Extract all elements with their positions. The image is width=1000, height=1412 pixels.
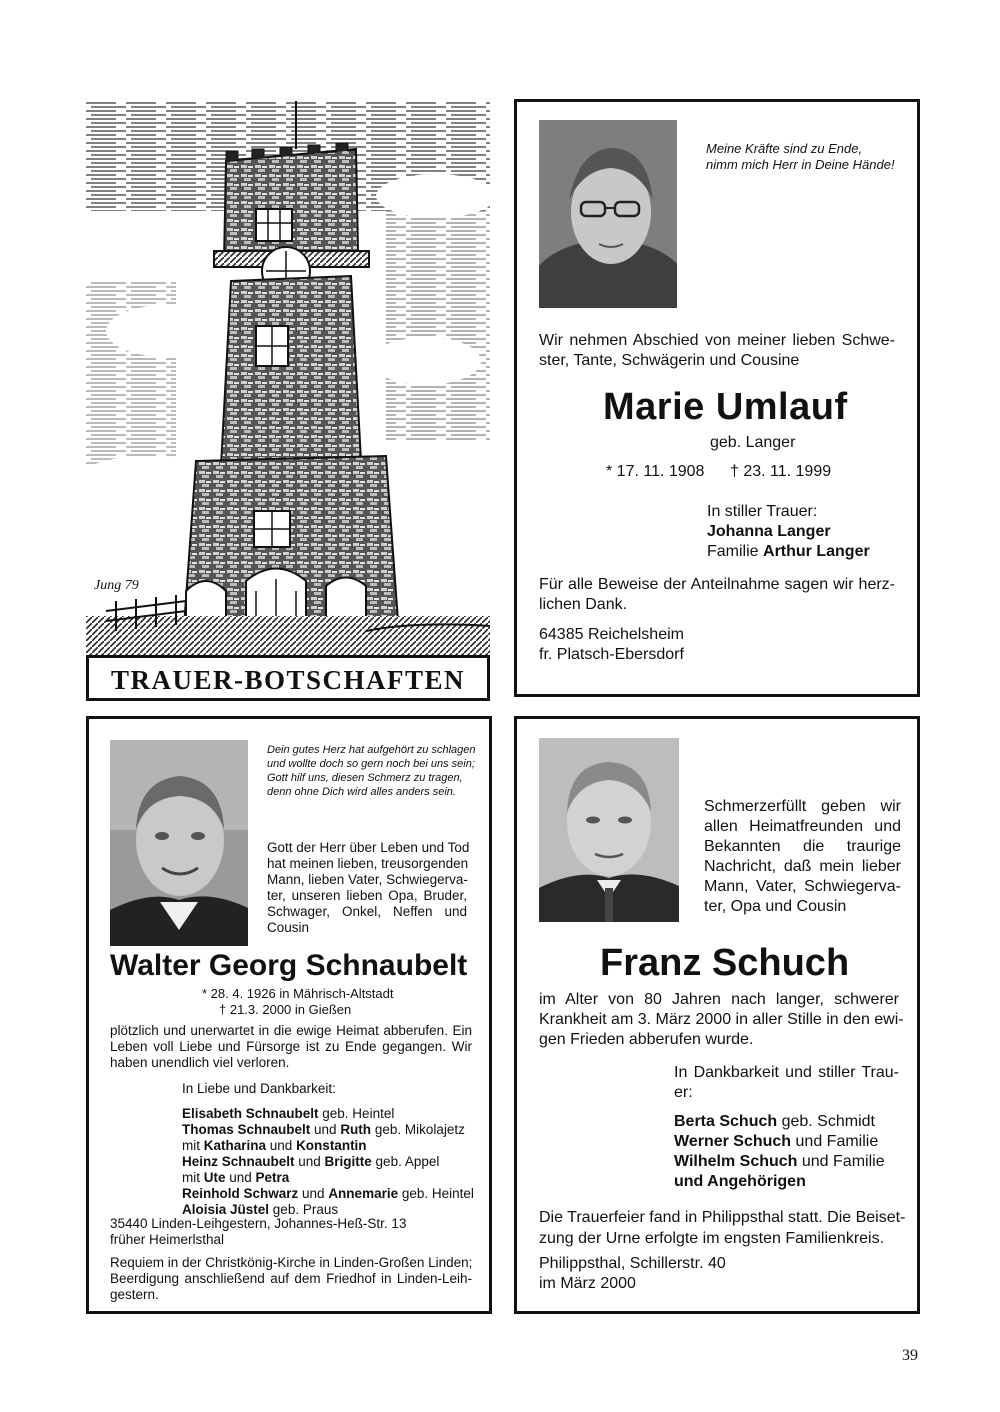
umlauf-birth-name: geb. Langer xyxy=(710,434,796,451)
schnaubelt-intro: Gott der Herr über Leben und Tod hat meinen lieben, treusorgenden Mann, lieben Vater, Schwiegerva- ter, unseren lieben Opa, Bruder, Schwager, Onkel, Neffen und Cousin xyxy=(267,840,470,935)
portrait-photo-schnaubelt xyxy=(110,740,248,946)
schuch-mourner-line: und Angehörigen xyxy=(674,1173,806,1190)
tower-illustration xyxy=(86,101,490,661)
umlauf-thanks: Für alle Beweise der Anteilnahme sagen wir herz- lichen Dank. xyxy=(539,576,895,613)
schuch-funeral: Die Trauerfeier fand in Philippsthal statt. Die Beiset- zung der Urne erfolgte im engsten Familienkreis. xyxy=(539,1209,906,1247)
schuch-mourner-line: Berta Schuch geb. Schmidt xyxy=(674,1113,875,1130)
umlauf-mourners: In stiller Trauer: Johanna Langer Familie Arthur Langer xyxy=(707,503,870,560)
schnaubelt-mourner-line: mit Ute und Petra xyxy=(182,1170,290,1185)
schnaubelt-mourner-line: Elisabeth Schnaubelt geb. Heintel xyxy=(182,1106,395,1121)
schuch-text: im Alter von 80 Jahren nach langer, schwerer Krankheit am 3. März 2000 in aller Stille in den ewi- gen Frieden abberufen wurde. xyxy=(539,991,904,1048)
schnaubelt-mourner-line: Aloisia Jüstel geb. Praus xyxy=(182,1202,339,1217)
obituary-umlauf xyxy=(514,99,920,697)
schnaubelt-text: plötzlich und unerwartet in die ewige Heimat abberufen. Ein Leben voll Liebe und Fürsorge ist zu Ende gegangen. Wir haben unendlich viel verloren. xyxy=(110,1023,472,1070)
schuch-mourners xyxy=(674,1112,885,1192)
obituary-schuch xyxy=(514,716,920,1314)
schnaubelt-mourner-line: Heinz Schnaubelt und Brigitte geb. Appel xyxy=(182,1154,440,1169)
umlauf-intro: Wir nehmen Abschied von meiner lieben Schwe- ster, Tante, Schwägerin und Cousine xyxy=(539,332,895,369)
umlauf-address: 64385 Reichelsheim fr. Platsch-Ebersdorf xyxy=(539,626,684,663)
umlauf-born-date: * 17. 11. 1908 xyxy=(606,463,705,480)
portrait-photo-umlauf xyxy=(539,120,677,308)
obituary-schnaubelt xyxy=(86,716,492,1314)
schnaubelt-born-date: * 28. 4. 1926 in Mährisch-Altstadt xyxy=(202,986,394,1001)
page-title: TRAUER-BOTSCHAFTEN xyxy=(110,665,466,695)
schuch-intro: Schmerzerfüllt geben wir allen Heimatfreunden und Bekannten die traurige Nachricht, daß mein lieber Mann, Vater, Schwiegerva- ter, Opa und Cousin xyxy=(704,798,901,915)
schnaubelt-mourning-label: In Liebe und Dankbarkeit: xyxy=(182,1081,336,1096)
schuch-name: Franz Schuch xyxy=(600,942,850,984)
schuch-mourner-line: Werner Schuch und Familie xyxy=(674,1133,879,1150)
schnaubelt-name: Walter Georg Schnaubelt xyxy=(110,949,468,982)
schnaubelt-address: 35440 Linden-Leihgestern, Johannes-Heß-Str. 13 früher Heimerlsthal xyxy=(110,1216,407,1247)
schuch-address: Philippsthal, Schillerstr. 40 im März 2000 xyxy=(539,1255,726,1292)
title-banner xyxy=(86,655,490,701)
schnaubelt-mourners xyxy=(182,1106,474,1218)
schnaubelt-mourner-line: mit Katharina und Konstantin xyxy=(182,1138,367,1153)
artist-signature: Jung 79 xyxy=(94,578,139,593)
schnaubelt-mourner-line: Reinhold Schwarz und Annemarie geb. Heintel xyxy=(182,1186,474,1201)
umlauf-name: Marie Umlauf xyxy=(603,386,848,428)
umlauf-death-date: † 23. 11. 1999 xyxy=(730,463,832,480)
page-number: 39 xyxy=(902,1347,918,1364)
umlauf-poem: Meine Kräfte sind zu Ende, nimm mich Herr in Deine Hände! xyxy=(706,141,895,172)
tower-drawing xyxy=(86,101,490,661)
portrait-photo-schuch xyxy=(539,738,679,922)
schuch-mourning-label: In Dankbarkeit und stiller Trau- er: xyxy=(674,1064,899,1101)
schnaubelt-mourner-line: Thomas Schnaubelt und Ruth geb. Mikolajetz xyxy=(182,1122,465,1137)
schuch-mourner-line: Wilhelm Schuch und Familie xyxy=(674,1153,885,1170)
schnaubelt-poem: Dein gutes Herz hat aufgehört zu schlagen und wollte doch so gern noch bei uns sein; Gott hilf uns, diesen Schmerz zu tragen, denn ohne Dich wird alles anders sein. xyxy=(267,744,476,798)
schnaubelt-requiem: Requiem in der Christkönig-Kirche in Linden-Großen Linden; Beerdigung anschließend auf dem Friedhof in Linden-Leih- gestern. xyxy=(110,1255,473,1302)
schnaubelt-death-date: † 21.3. 2000 in Gießen xyxy=(219,1002,352,1017)
